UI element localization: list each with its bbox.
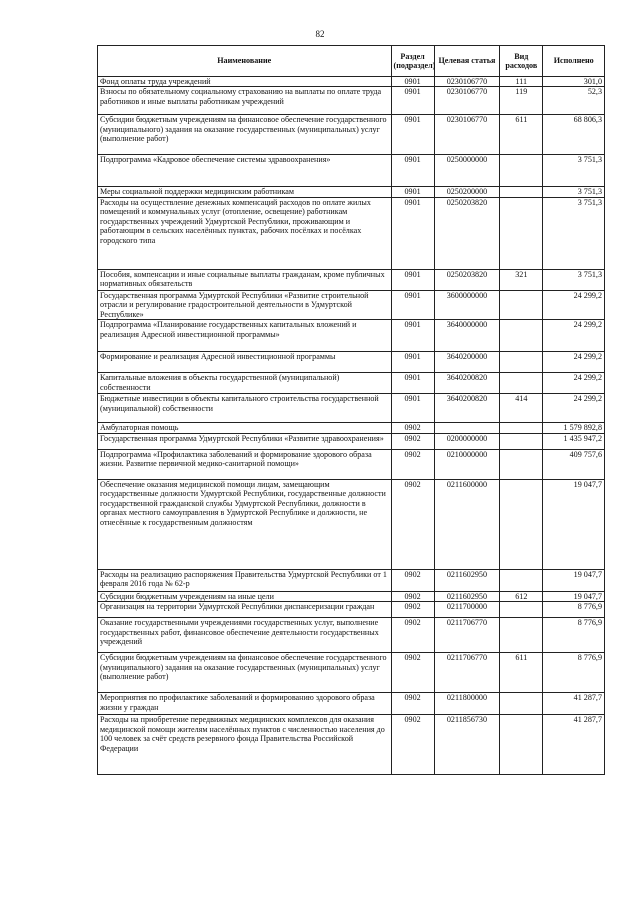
row-target: 0211602950: [434, 591, 500, 601]
header-name: Наименование: [98, 46, 392, 77]
row-target: 0250200000: [434, 187, 500, 197]
row-name: Взносы по обязательному социальному страхованию на выплаты по оплате труда работников и иные выплаты работникам учреждений: [98, 87, 392, 115]
row-target: 3640000000: [434, 320, 500, 352]
row-target: 0250203820: [434, 197, 500, 269]
row-executed: 41 287,7: [543, 693, 605, 715]
row-executed: 8 776,9: [543, 602, 605, 618]
table-body: [98, 77, 605, 775]
header-section: Раздел (подраздел): [391, 46, 434, 77]
row-target: 0211602950: [434, 569, 500, 591]
row-target: 3600000000: [434, 290, 500, 319]
table-row: [98, 449, 605, 479]
row-type: [500, 352, 543, 373]
row-name: Расходы на реализацию распоряжения Правительства Удмуртской Республики от 1 февраля 2016 года № 62-р: [98, 569, 392, 591]
row-type: [500, 433, 543, 449]
row-section: 0902: [391, 591, 434, 601]
table-row: [98, 569, 605, 591]
row-type: [500, 320, 543, 352]
row-section: 0902: [391, 693, 434, 715]
header-executed: Исполнено: [543, 46, 605, 77]
row-section: 0901: [391, 269, 434, 290]
page-number: 82: [315, 29, 325, 39]
row-executed: 52,3: [543, 87, 605, 115]
row-target: 0211706770: [434, 618, 500, 653]
row-executed: 68 806,3: [543, 115, 605, 155]
table-row: [98, 618, 605, 653]
table-row: [98, 693, 605, 715]
row-name: Субсидии бюджетным учреждениям на иные цели: [98, 591, 392, 601]
row-name: Государственная программа Удмуртской Республики «Развитие строительной отрасли и регулирование градостроительной деятельности в Удмуртской Республике»: [98, 290, 392, 319]
row-section: 0901: [391, 320, 434, 352]
row-section: 0901: [391, 373, 434, 394]
row-section: 0902: [391, 423, 434, 433]
row-type: 414: [500, 394, 543, 423]
row-executed: 1 579 892,8: [543, 423, 605, 433]
row-section: 0902: [391, 653, 434, 693]
row-type: [500, 693, 543, 715]
row-executed: 3 751,3: [543, 197, 605, 269]
row-name: Формирование и реализация Адресной инвестиционной программы: [98, 352, 392, 373]
table-row: [98, 653, 605, 693]
table-row: [98, 715, 605, 775]
row-executed: 8 776,9: [543, 653, 605, 693]
row-name: Пособия, компенсации и иные социальные выплаты гражданам, кроме публичных нормативных обязательств: [98, 269, 392, 290]
row-name: Фонд оплаты труда учреждений: [98, 77, 392, 87]
table-row: [98, 394, 605, 423]
row-executed: 3 751,3: [543, 269, 605, 290]
row-executed: 41 287,7: [543, 715, 605, 775]
row-name: Мероприятия по профилактике заболеваний и формированию здорового образа жизни у граждан: [98, 693, 392, 715]
budget-table: [97, 45, 605, 775]
table-row: [98, 77, 605, 87]
row-executed: 1 435 947,2: [543, 433, 605, 449]
row-name: Расходы на приобретение передвижных медицинских комплексов для оказания медицинской помощи жителям населённых пунктов с численностью населения до 100 человек за счёт средств резервного фонда Правительства Российской Федерации: [98, 715, 392, 775]
row-section: 0902: [391, 618, 434, 653]
table-row: [98, 155, 605, 187]
row-name: Субсидии бюджетным учреждениям на финансовое обеспечение государственного (муниципального) задания на оказание государственных (муниципальных) услуг (выполнение работ): [98, 115, 392, 155]
row-type: 611: [500, 115, 543, 155]
row-type: [500, 197, 543, 269]
row-section: 0901: [391, 197, 434, 269]
row-target: 0230106770: [434, 77, 500, 87]
row-target: 0200000000: [434, 433, 500, 449]
row-target: 0211700000: [434, 602, 500, 618]
table-row: [98, 87, 605, 115]
row-name: Оказание государственными учреждениями государственных услуг, выполнение государственных работ, финансовое обеспечение деятельности государственных учреждений: [98, 618, 392, 653]
table-row: [98, 591, 605, 601]
row-name: Расходы на осуществление денежных компенсаций расходов по оплате жилых помещений и коммунальных услуг (отопление, освещение) работникам государственных учреждений Удмуртской Республики, проживающим и работающим в сельских населённых пунктах, рабочих посёлках и посёлках городского типа: [98, 197, 392, 269]
table-row: [98, 352, 605, 373]
row-target: 0210000000: [434, 449, 500, 479]
header-target: Целевая статья: [434, 46, 500, 77]
row-executed: 19 047,7: [543, 479, 605, 569]
row-executed: 24 299,2: [543, 352, 605, 373]
row-type: 611: [500, 653, 543, 693]
row-section: 0901: [391, 394, 434, 423]
table-row: [98, 197, 605, 269]
row-type: [500, 373, 543, 394]
row-target: 3640200820: [434, 373, 500, 394]
row-target: 0211706770: [434, 653, 500, 693]
row-type: [500, 569, 543, 591]
table-row: [98, 602, 605, 618]
row-name: Организация на территории Удмуртской Республики диспансеризации граждан: [98, 602, 392, 618]
row-type: [500, 187, 543, 197]
table-header-row: [98, 46, 605, 77]
row-section: 0902: [391, 479, 434, 569]
table-row: [98, 373, 605, 394]
row-section: 0901: [391, 115, 434, 155]
row-name: Меры социальной поддержки медицинским работникам: [98, 187, 392, 197]
row-name: Подпрограмма «Профилактика заболеваний и формирование здорового образа жизни. Развитие первичной медико-санитарной помощи»: [98, 449, 392, 479]
row-target: 0250203820: [434, 269, 500, 290]
row-section: 0902: [391, 433, 434, 449]
row-name: Амбулаторная помощь: [98, 423, 392, 433]
row-section: 0901: [391, 290, 434, 319]
row-name: Бюджетные инвестиции в объекты капитального строительства государственной (муниципальной) собственности: [98, 394, 392, 423]
table-row: [98, 479, 605, 569]
row-name: Подпрограмма «Кадровое обеспечение системы здравоохранения»: [98, 155, 392, 187]
row-executed: 3 751,3: [543, 187, 605, 197]
table-row: [98, 187, 605, 197]
row-section: 0901: [391, 187, 434, 197]
row-type: [500, 290, 543, 319]
row-type: [500, 602, 543, 618]
row-section: 0901: [391, 77, 434, 87]
row-type: [500, 423, 543, 433]
row-name: Государственная программа Удмуртской Республики «Развитие здравоохранения»: [98, 433, 392, 449]
row-target: 0211856730: [434, 715, 500, 775]
row-target: 0230106770: [434, 87, 500, 115]
row-type: 119: [500, 87, 543, 115]
row-name: Подпрограмма «Планирование государственных капитальных вложений и реализация Адресной инвестиционной программы»: [98, 320, 392, 352]
header-type: Вид расходов: [500, 46, 543, 77]
row-target: 0230106770: [434, 115, 500, 155]
row-type: 111: [500, 77, 543, 87]
row-section: 0902: [391, 569, 434, 591]
row-executed: 24 299,2: [543, 320, 605, 352]
row-target: [434, 423, 500, 433]
row-target: 0211800000: [434, 693, 500, 715]
row-target: 3640200000: [434, 352, 500, 373]
row-name: Субсидии бюджетным учреждениям на финансовое обеспечение государственного (муниципального) задания на оказание государственных (муниципальных) услуг (выполнение работ): [98, 653, 392, 693]
row-executed: 3 751,3: [543, 155, 605, 187]
row-type: [500, 618, 543, 653]
row-executed: 19 047,7: [543, 591, 605, 601]
row-type: [500, 155, 543, 187]
row-target: 0250000000: [434, 155, 500, 187]
row-target: 0211600000: [434, 479, 500, 569]
table-row: [98, 433, 605, 449]
row-section: 0902: [391, 449, 434, 479]
row-name: Капитальные вложения в объекты государственной (муниципальной) собственности: [98, 373, 392, 394]
row-executed: 19 047,7: [543, 569, 605, 591]
table-row: [98, 269, 605, 290]
row-executed: 301,0: [543, 77, 605, 87]
table-row: [98, 290, 605, 319]
row-type: [500, 479, 543, 569]
row-section: 0901: [391, 155, 434, 187]
table-row: [98, 423, 605, 433]
row-type: 612: [500, 591, 543, 601]
row-section: 0901: [391, 87, 434, 115]
table-row: [98, 320, 605, 352]
row-executed: 24 299,2: [543, 373, 605, 394]
row-executed: 409 757,6: [543, 449, 605, 479]
row-type: 321: [500, 269, 543, 290]
row-type: [500, 715, 543, 775]
row-executed: 8 776,9: [543, 618, 605, 653]
row-section: 0902: [391, 715, 434, 775]
row-section: 0902: [391, 602, 434, 618]
row-target: 3640200820: [434, 394, 500, 423]
row-type: [500, 449, 543, 479]
table-row: [98, 115, 605, 155]
row-executed: 24 299,2: [543, 290, 605, 319]
row-name: Обеспечение оказания медицинской помощи лицам, замещающим государственные должности Удмуртской Республики, государственные должности государственной гражданской службы Удмуртской Республики, должности в органах местного самоуправления в Удмуртской Республике и должности, не отнесённые к государственным должностям: [98, 479, 392, 569]
row-section: 0901: [391, 352, 434, 373]
row-executed: 24 299,2: [543, 394, 605, 423]
